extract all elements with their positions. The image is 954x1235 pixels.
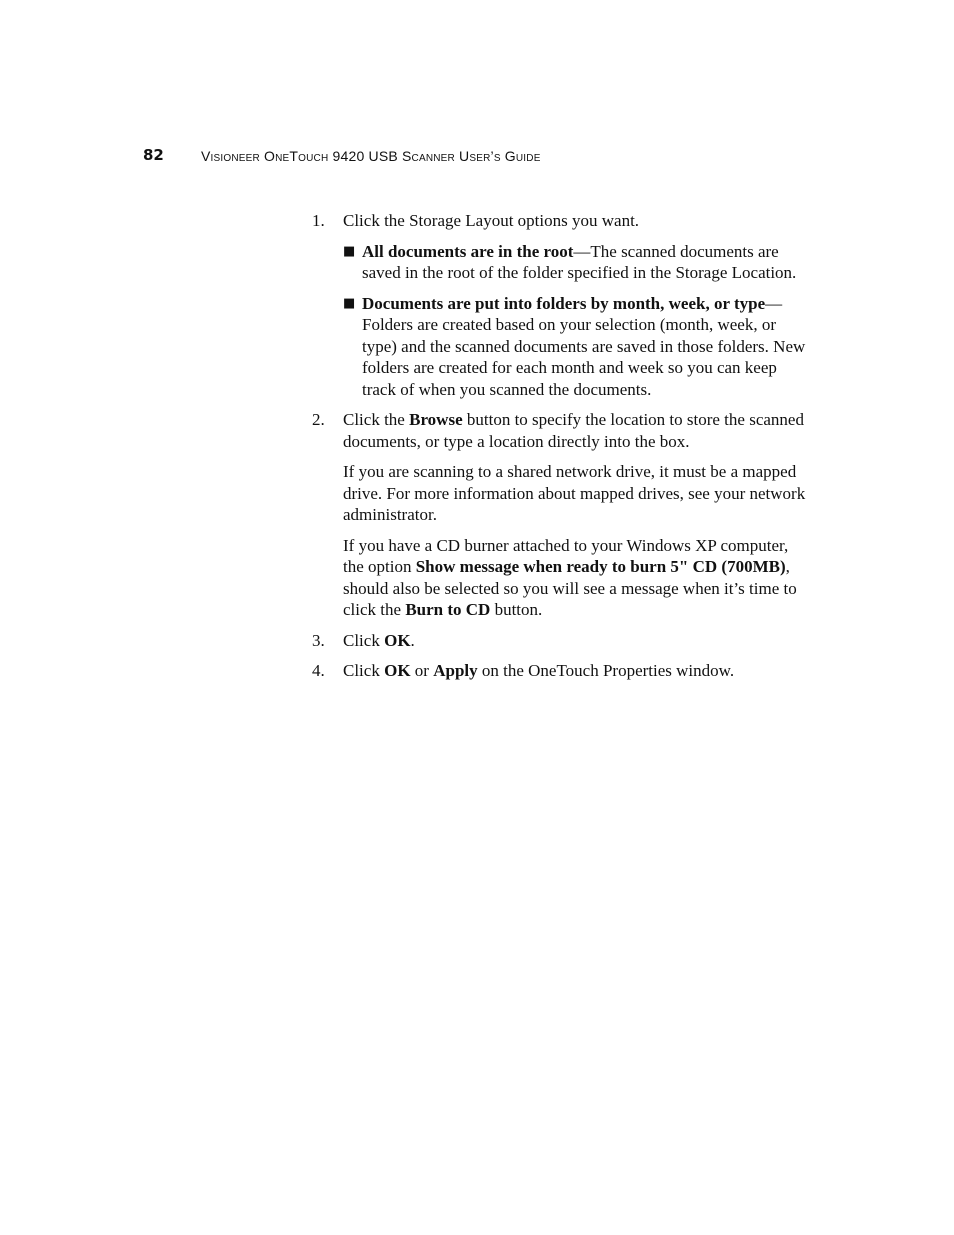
- step-text-pre: Click: [343, 630, 385, 650]
- bullet-item-root: [343, 241, 812, 284]
- step-text-post: .: [410, 630, 415, 650]
- step-text-post: on the OneTouch Properties window.: [477, 661, 735, 680]
- burn-to-cd-term: Burn to CD: [405, 600, 491, 619]
- ok-term: OK: [384, 661, 411, 680]
- bullet-term: Documents are put into folders by month, week, or type: [362, 293, 766, 313]
- step-number: 3.: [312, 630, 325, 650]
- ok-term: OK: [384, 630, 411, 650]
- running-title: Visioneer OneTouch 9420 USB Scanner User’s Guide: [201, 148, 541, 164]
- step-text-pre: Click the: [343, 410, 410, 429]
- square-bullet-icon: ■: [343, 295, 356, 311]
- step-text-pre: Click: [343, 661, 385, 680]
- step-text: Click the Storage Layout options you want.: [343, 211, 640, 230]
- step-text-post: button to specify the location to store the scanned documents, or type a location directly into the box.: [343, 410, 804, 451]
- cd-burner-note: [343, 535, 812, 621]
- bullet-description: —Folders are created based on your selection (month, week, or type) and the scanned documents are saved in those folders. New folders are created for each month and week so you can keep track of when you scanned the documents.: [362, 293, 806, 399]
- step-number: 1.: [312, 211, 325, 230]
- main-content: [312, 210, 812, 691]
- network-drive-note: If you are scanning to a shared network drive, it must be a mapped drive. For more information about mapped drives, see your network administrator.: [343, 462, 806, 524]
- bullet-item-folders: [343, 293, 812, 401]
- step-3: [312, 630, 812, 652]
- cd-note-pre: If you have a CD burner attached to your Windows XP computer, the option: [343, 535, 789, 576]
- step-4: [312, 660, 812, 682]
- bullet-term: All documents are in the root: [362, 241, 574, 261]
- step-text-mid: or: [410, 661, 434, 680]
- show-message-term: Show message when ready to burn 5" CD (700MB): [415, 557, 786, 576]
- step-1: [312, 210, 812, 400]
- browse-term: Browse: [409, 410, 463, 429]
- apply-term: Apply: [433, 661, 478, 680]
- step-number: 4.: [312, 661, 325, 680]
- square-bullet-icon: ■: [343, 243, 356, 259]
- cd-note-post: button.: [490, 600, 543, 619]
- bullet-description: —The scanned documents are saved in the root of the folder specified in the Storage Location.: [362, 241, 797, 282]
- page-number: 82: [143, 146, 164, 164]
- cd-note-mid: , should also be selected so you will see a message when it’s time to click the: [343, 557, 797, 619]
- step-number: 2.: [312, 410, 325, 429]
- step-2: [312, 409, 812, 452]
